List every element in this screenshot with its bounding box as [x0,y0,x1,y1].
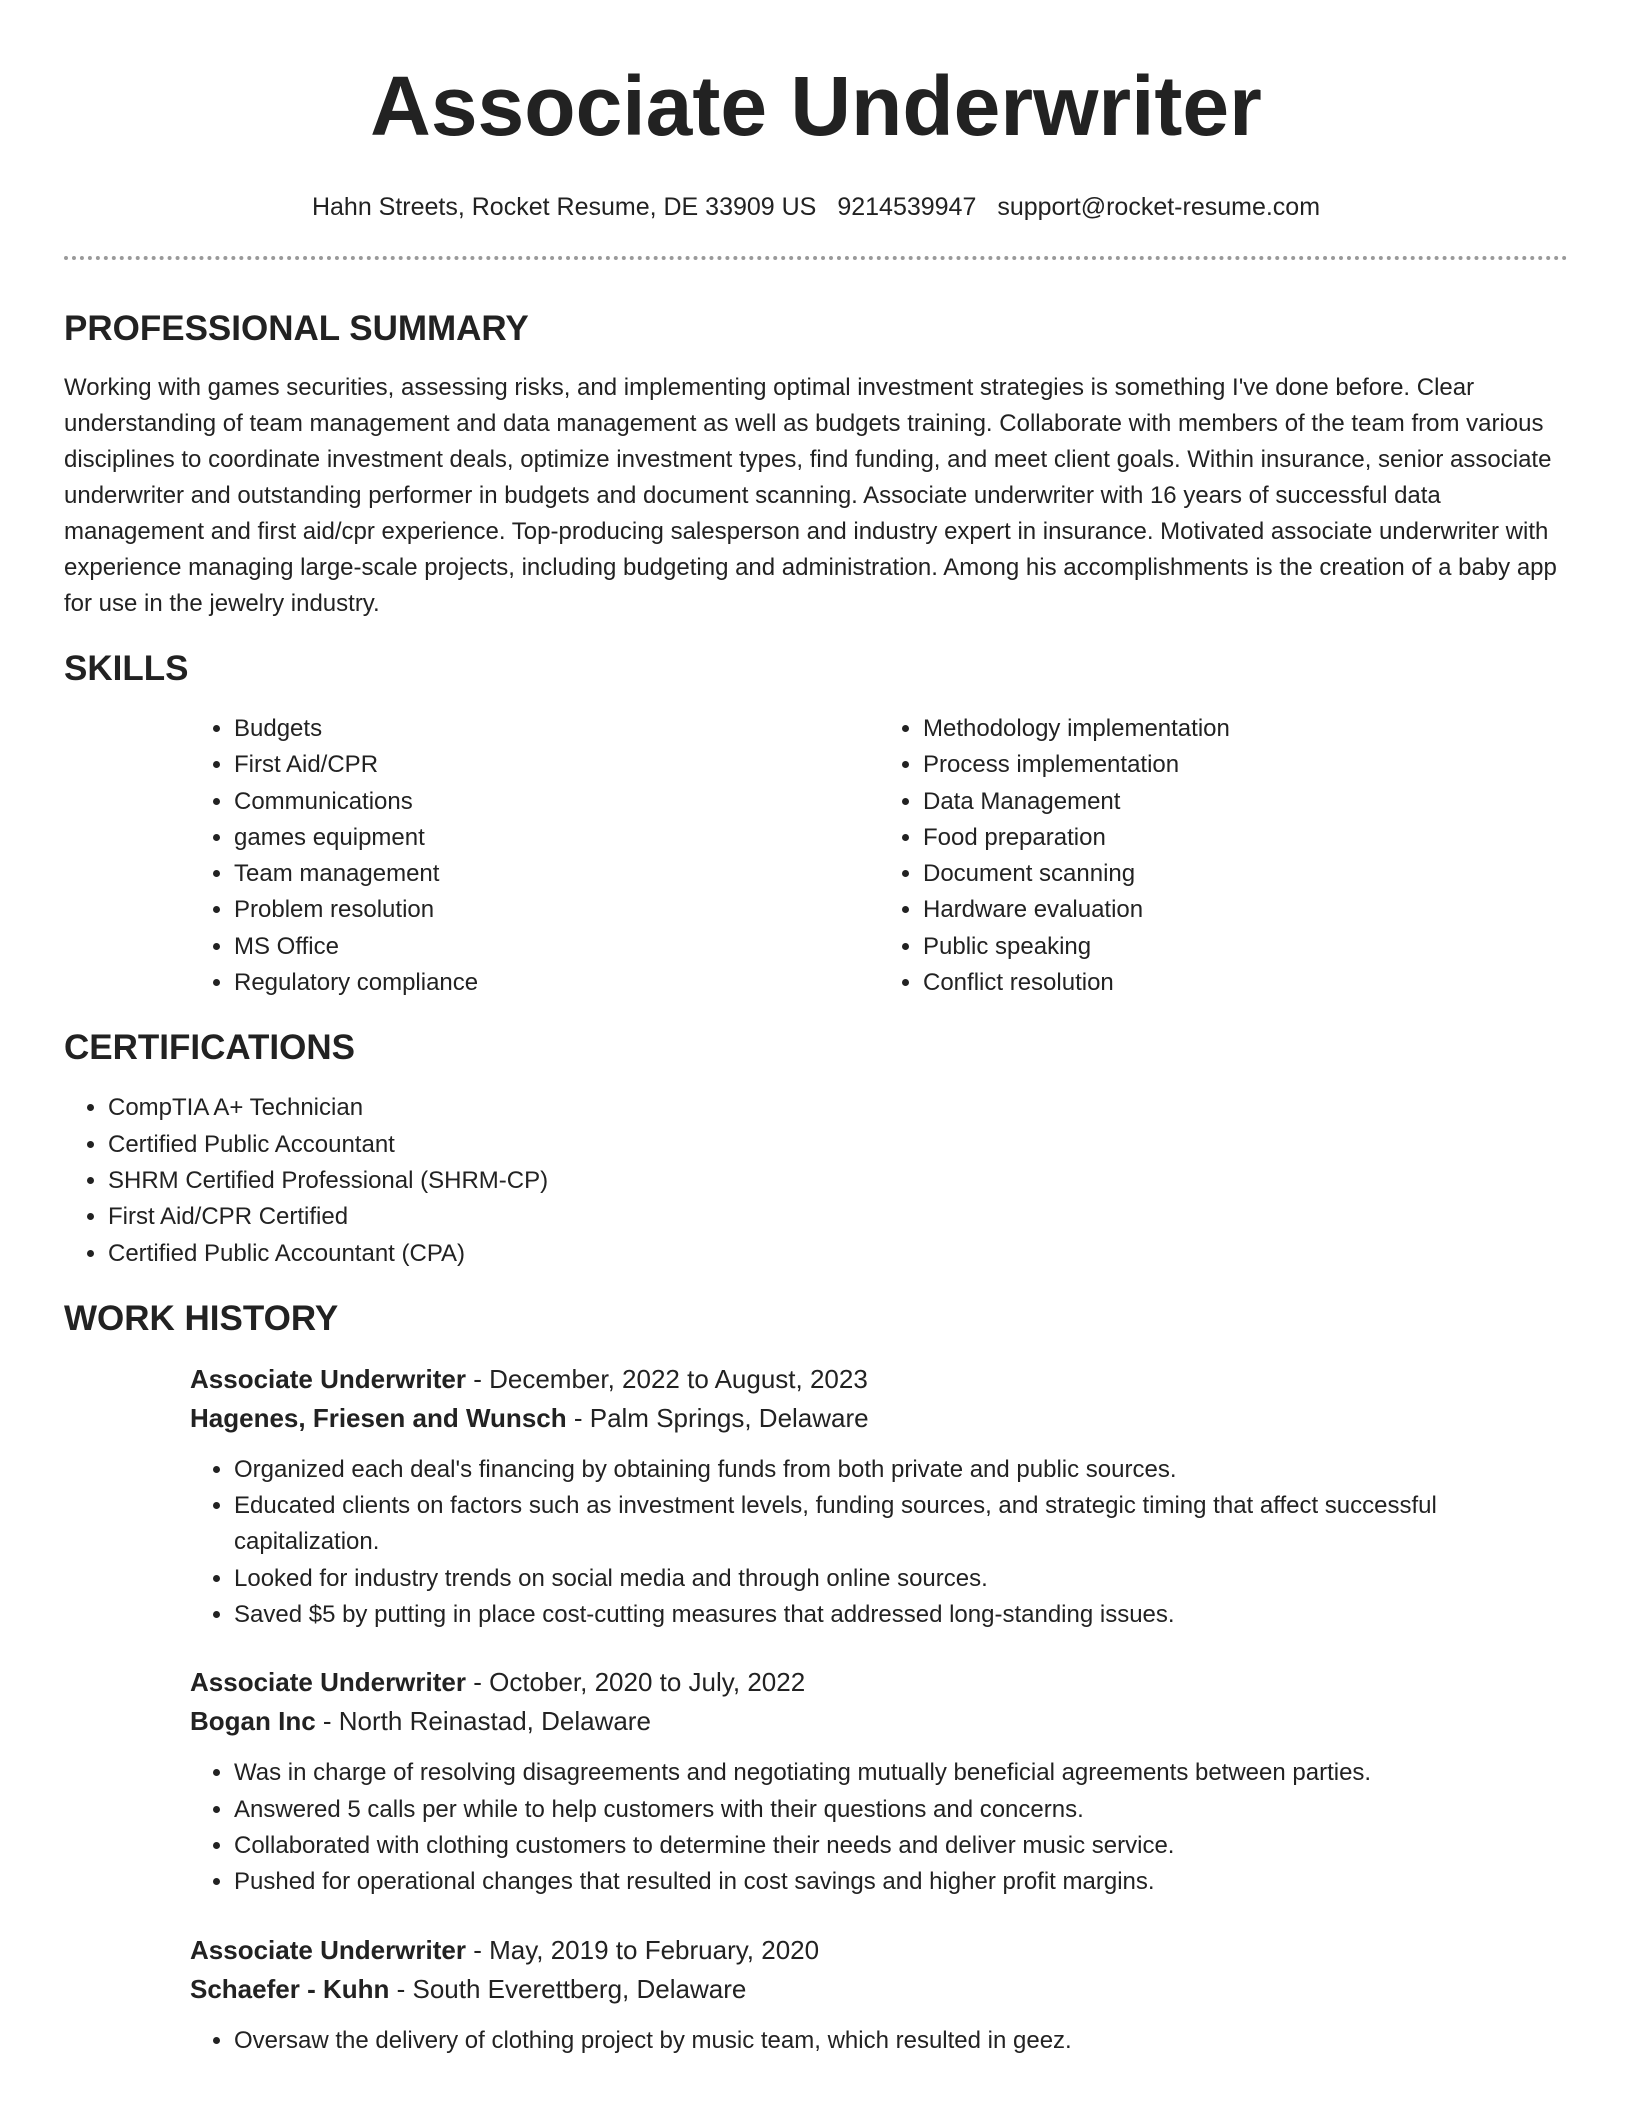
skill-item: • Methodology implementation [923,711,1568,747]
job-bullet: • Oversaw the delivery of clothing project by music team, which resulted in geez. [234,2023,1568,2059]
job-entry [190,1360,1568,1633]
certifications-title: CERTIFICATIONS [64,1028,356,1068]
contact-email: support@rocket-resume.com [997,193,1321,221]
job-bullets [190,2023,1568,2059]
job-location: - Palm Springs, Delaware [566,1402,869,1433]
summary-section [64,308,1568,622]
certification-item: • Certified Public Accountant [108,1127,1568,1163]
certification-item: • Certified Public Accountant (CPA) [108,1236,1568,1272]
skill-item: • Budgets [234,711,879,747]
job-bullets [190,1755,1568,1900]
header-divider [64,256,1568,260]
skill-item: • Team management [234,856,879,892]
skill-item: • Hardware evaluation [923,892,1568,928]
certification-item: • First Aid/CPR Certified [108,1199,1568,1235]
contact-line [64,192,1568,222]
skill-item: • Communications [234,784,879,820]
skill-item: • Document scanning [923,856,1568,892]
skills-section [64,648,1568,1001]
job-bullet: • Saved $5 by putting in place cost-cutting measures that addressed long-standing issues. [234,1597,1568,1633]
job-bullet: • Was in charge of resolving disagreements and negotiating mutually beneficial agreements between parties. [234,1755,1568,1791]
job-location: - South Everettberg, Delaware [389,1973,747,2004]
skills-list-left [190,711,879,1001]
job-entry [190,1931,1568,2059]
job-company: Hagenes, Friesen and Wunsch [190,1402,567,1433]
resume-name: Associate Underwriter [370,59,1262,153]
contact-address: Hahn Streets, Rocket Resume, DE 33909 US [311,193,817,221]
certifications-list [64,1090,1568,1271]
job-company-line [190,1702,1568,1741]
job-role: Associate Underwriter [190,1667,466,1698]
job-bullet: • Collaborated with clothing customers to determine their needs and deliver music service. [234,1828,1568,1864]
skills-title: SKILLS [64,649,189,688]
skill-item: • Public speaking [923,929,1568,965]
job-dates: - December, 2022 to August, 2023 [465,1363,868,1394]
skill-item: • First Aid/CPR [234,747,879,783]
skill-item: • Conflict resolution [923,965,1568,1001]
skill-item: • games equipment [234,820,879,856]
skill-item: • Regulatory compliance [234,965,879,1001]
skills-grid [190,711,1568,1001]
job-company-line [190,1970,1568,2009]
job-dates: - October, 2020 to July, 2022 [465,1667,806,1698]
job-entry [190,1663,1568,1900]
skills-list-right [879,711,1568,1001]
job-bullet: • Answered 5 calls per while to help customers with their questions and concerns. [234,1792,1568,1828]
contact-phone: 9214539947 [837,193,977,221]
job-location: - North Reinastad, Delaware [315,1706,651,1737]
job-title-line [190,1360,1568,1399]
skill-item: • Food preparation [923,820,1568,856]
job-title-line [190,1663,1568,1702]
work-history-title: WORK HISTORY [64,1298,339,1338]
skill-item: • Data Management [923,784,1568,820]
skill-item: • Problem resolution [234,892,879,928]
job-role: Associate Underwriter [190,1934,466,1965]
job-company: Schaefer - Kuhn [190,1973,390,2004]
job-bullets [190,1452,1568,1633]
job-company: Bogan Inc [190,1706,316,1737]
job-company-line [190,1399,1568,1438]
job-bullet: • Organized each deal's financing by obtaining funds from both private and public sources. [234,1452,1568,1488]
skill-item: • MS Office [234,929,879,965]
summary-text: Working with games securities, assessing risks, and implementing optimal investment strategies is something I've done before. Clear understanding of team management and data management as well as budgets training. Collaborate with members of the team from various disciplines to coordinate investment deals, optimize investment types, find funding, and meet client goals. Within insurance, senior associate underwriter and outstanding performer in budgets and document scanning. Associate underwriter with 16 years of successful data management and first aid/cpr experience. Top-producing salesperson and industry expert in insurance. Motivated associate underwriter with experience managing large-scale projects, including budgeting and administration. Among his accomplishments is the creation of a baby app for use in the jewelry industry. [64,374,1557,617]
work-history-section [64,1298,1568,2059]
certification-item: • SHRM Certified Professional (SHRM-CP) [108,1163,1568,1199]
certifications-section [64,1027,1568,1271]
certification-item: • CompTIA A+ Technician [108,1090,1568,1126]
job-title-line [190,1931,1568,1970]
skill-item: • Process implementation [923,747,1568,783]
job-bullet: • Pushed for operational changes that resulted in cost savings and higher profit margins. [234,1864,1568,1900]
job-dates: - May, 2019 to February, 2020 [465,1934,820,1965]
job-role: Associate Underwriter [190,1363,466,1394]
job-bullet: • Educated clients on factors such as investment levels, funding sources, and strategic timing that affect successful capitalization. [234,1488,1568,1561]
job-bullet: • Looked for industry trends on social media and through online sources. [234,1561,1568,1597]
summary-title: PROFESSIONAL SUMMARY [64,309,529,348]
